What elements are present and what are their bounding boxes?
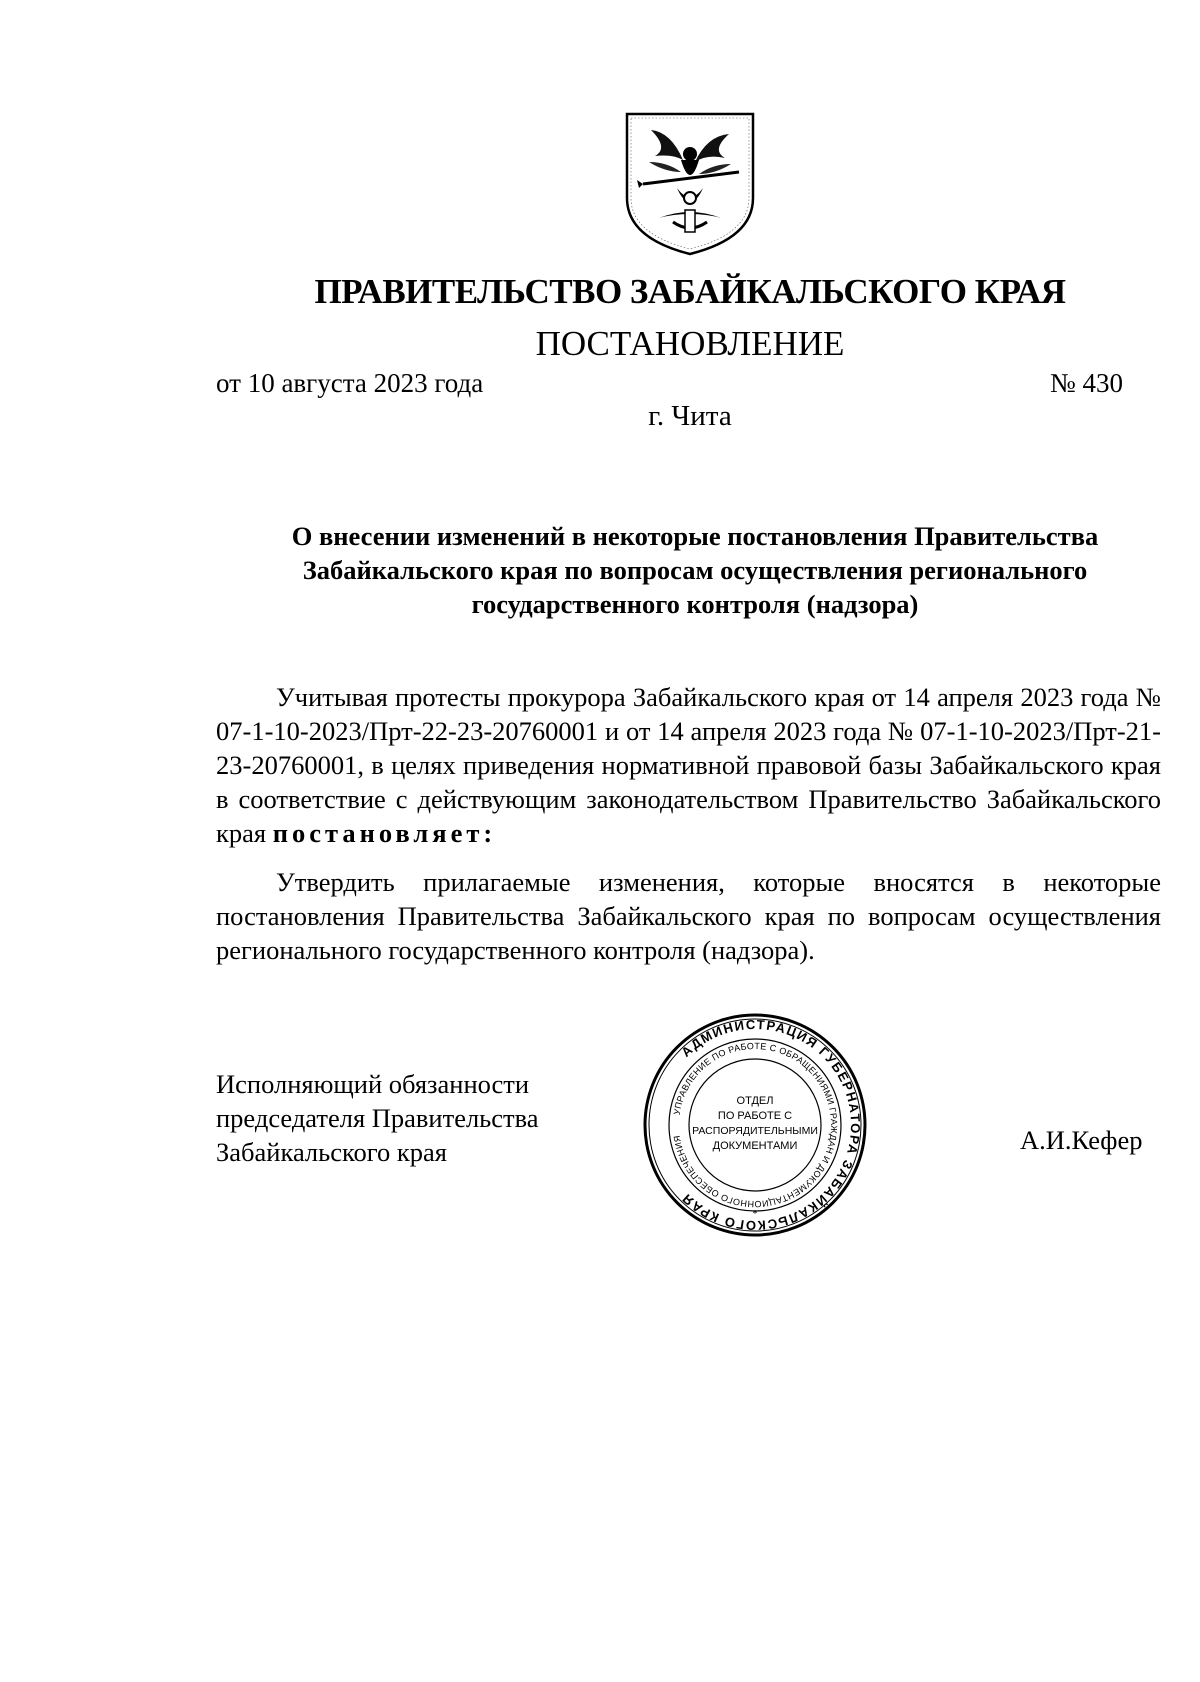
body-paragraph-1	[216, 680, 1161, 850]
signer-name: А.И.Кефер	[1020, 1125, 1143, 1155]
seal-center-line: ДОКУМЕНТАМИ	[712, 1140, 798, 1152]
seal-center-line: РАСПОРЯДИТЕЛЬНЫМИ	[692, 1125, 818, 1137]
document-date: от 10 августа 2023 года	[216, 368, 484, 398]
svg-text:*: *	[752, 1209, 758, 1220]
official-seal	[642, 1012, 868, 1238]
document-type: ПОСТАНОВЛЕНИЕ	[535, 324, 845, 363]
signer-position-line: председателя Правительства	[216, 1103, 539, 1133]
document-subject	[230, 519, 1160, 621]
subject-line: Забайкальского края по вопросам осуществления регионального	[302, 555, 1088, 585]
svg-text:УПРАВЛЕНИЕ ПО РАБОТЕ С ОБРАЩЕН: УПРАВЛЕНИЕ ПО РАБОТЕ С ОБРАЩЕНИЯМИ ГРАЖДАН И ДОКУМЕНТАЦИОННОГО ОБЕСПЕЧЕНИЯ	[671, 1040, 840, 1210]
subject-line: государственного контроля (надзора)	[471, 589, 919, 619]
subject-line: О внесении изменений в некоторые постановления Правительства	[291, 521, 1099, 551]
coat-of-arms-icon	[621, 110, 759, 258]
paragraph-text: Утвердить прилагаемые изменения, которые вносятся в некоторые постановления Правительства Забайкальского края по вопросам осуществления регионального государственного контроля (надзора).	[216, 867, 1161, 965]
resolution-keyword: постановляет:	[272, 818, 497, 848]
government-name: ПРАВИТЕЛЬСТВО ЗАБАЙКАЛЬСКОГО КРАЯ	[314, 272, 1066, 311]
signer-position	[216, 1067, 636, 1169]
paragraph-text: Учитывая протесты прокурора Забайкальского края от 14 апреля 2023 года № 07-1-10-2023/Прт-22-23-20760001 и от 14 апреля 2023 года № 07-1-10-2023/Прт-21-23-20760001, в целях приведения нормативной правовой базы Забайкальского края в соответствие с действующим законодательством Правительство Забайкальского края	[216, 682, 1161, 848]
body-paragraph-2	[216, 865, 1161, 967]
seal-center-line: ПО РАБОТЕ С	[717, 1110, 793, 1122]
document-number: № 430	[1050, 368, 1124, 398]
seal-center-line: ОТДЕЛ	[736, 1095, 774, 1107]
signer-position-line: Забайкальского края	[216, 1137, 447, 1167]
document-city: г. Чита	[648, 400, 732, 432]
signer-position-line: Исполняющий обязанности	[216, 1069, 530, 1099]
svg-text:АДМИНИСТРАЦИЯ ГУБЕРНАТОРА ЗАБА: АДМИНИСТРАЦИЯ ГУБЕРНАТОРА ЗАБАЙКАЛЬСКОГО КРАЯ	[678, 1016, 864, 1234]
